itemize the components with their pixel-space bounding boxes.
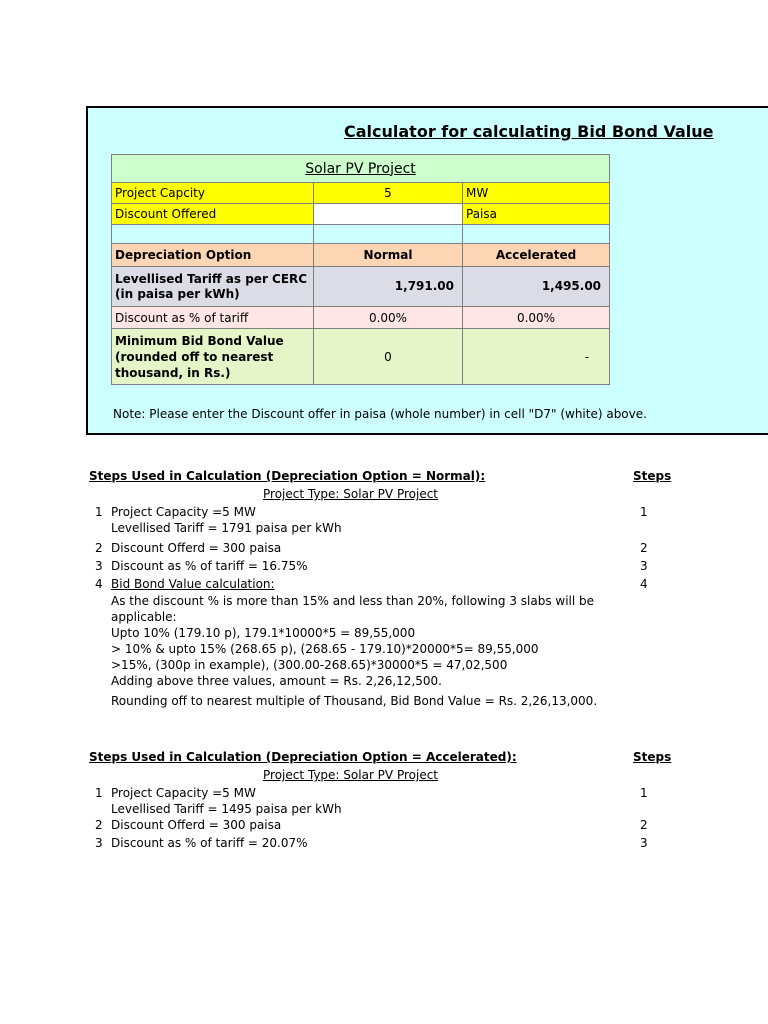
step-line: Discount Offerd = 300 paisa: [111, 818, 282, 832]
blank-row: [112, 225, 610, 244]
step-line: >15%, (300p in example), (300.00-268.65)*30000*5 = 47,02,500: [111, 658, 508, 672]
step-line: Discount Offerd = 300 paisa: [111, 541, 282, 555]
step-line: Project Capacity =5 MW: [111, 786, 256, 800]
step-number-right: 2: [640, 541, 648, 555]
project-header-cell[interactable]: [112, 155, 610, 183]
tariff-label-cell[interactable]: [112, 267, 314, 307]
step-line: Upto 10% (179.10 p), 179.1*10000*5 = 89,55,000: [111, 626, 416, 640]
steps-right-heading: Steps: [633, 750, 672, 764]
step-line: > 10% & upto 15% (268.65 p), (268.65 - 179.10)*20000*5= 89,55,000: [111, 642, 539, 656]
bond-label-line: Minimum Bid Bond Value: [115, 333, 284, 348]
step-number-right: 4: [640, 577, 648, 591]
blank-cell[interactable]: [112, 225, 314, 244]
discount-row: [112, 204, 610, 225]
step-number: 4: [95, 577, 103, 591]
step-number: 1: [95, 786, 103, 800]
discount-pct-label[interactable]: Discount as % of tariff: [112, 307, 314, 329]
step-number: 3: [95, 836, 103, 850]
bond-label-line: (rounded off to nearest: [115, 349, 274, 364]
calculator-table: [111, 154, 610, 385]
step-number: 1: [95, 505, 103, 519]
step-number: 2: [95, 541, 103, 555]
steps-accelerated-heading: Steps Used in Calculation (Depreciation Option = Accelerated):: [89, 750, 517, 764]
blank-cell[interactable]: [463, 225, 610, 244]
tariff-label-line: (in paisa per kWh): [115, 286, 240, 301]
capacity-label[interactable]: Project Capcity: [112, 183, 314, 204]
bond-row: [112, 329, 610, 385]
project-type-label: Project Type: Solar PV Project: [263, 487, 439, 501]
bond-accelerated[interactable]: -: [463, 329, 610, 385]
discount-unit[interactable]: Paisa: [463, 204, 610, 225]
calculator-panel: [86, 106, 768, 435]
step-line-underlined: Bid Bond Value calculation:: [111, 577, 275, 591]
step-line: As the discount % is more than 15% and less than 20%, following 3 slabs will be: [111, 594, 595, 608]
step-line: Levellised Tariff = 1791 paisa per kWh: [111, 521, 342, 535]
step-number-right: 1: [640, 786, 648, 800]
discount-pct-row: [112, 307, 610, 329]
steps-accelerated-section: [0, 750, 768, 860]
capacity-row: [112, 183, 610, 204]
project-header-row: [112, 155, 610, 183]
discount-input-cell[interactable]: [314, 204, 463, 225]
normal-header[interactable]: Normal: [314, 244, 463, 267]
step-number-right: 1: [640, 505, 648, 519]
steps-normal-heading: Steps Used in Calculation (Depreciation Option = Normal):: [89, 469, 486, 483]
step-line: Project Capacity =5 MW: [111, 505, 256, 519]
steps-right-heading: Steps: [633, 469, 672, 483]
tariff-label-line: Levellised Tariff as per CERC: [115, 271, 308, 286]
step-line: Discount as % of tariff = 16.75%: [111, 559, 308, 573]
tariff-accelerated[interactable]: 1,495.00: [463, 267, 610, 307]
project-type-label: Project Type: Solar PV Project: [263, 768, 439, 782]
calculator-note: Note: Please enter the Discount offer in paisa (whole number) in cell "D7" (white) above.: [113, 407, 647, 421]
depreciation-label[interactable]: Depreciation Option: [112, 244, 314, 267]
step-line: Discount as % of tariff = 20.07%: [111, 836, 308, 850]
steps-normal-section: [0, 469, 768, 719]
step-number-right: 3: [640, 836, 648, 850]
tariff-row: [112, 267, 610, 307]
bond-normal[interactable]: 0: [314, 329, 463, 385]
blank-cell[interactable]: [314, 225, 463, 244]
bond-label-line: thousand, in Rs.): [115, 365, 231, 380]
calculator-title: Calculator for calculating Bid Bond Value: [344, 122, 714, 141]
discount-pct-accelerated[interactable]: 0.00%: [463, 307, 610, 329]
step-number-right: 3: [640, 559, 648, 573]
step-number: 3: [95, 559, 103, 573]
step-line: Levellised Tariff = 1495 paisa per kWh: [111, 802, 342, 816]
tariff-normal[interactable]: 1,791.00: [314, 267, 463, 307]
discount-pct-normal[interactable]: 0.00%: [314, 307, 463, 329]
capacity-value[interactable]: 5: [314, 183, 463, 204]
step-number: 2: [95, 818, 103, 832]
discount-label[interactable]: Discount Offered: [112, 204, 314, 225]
bond-label-cell[interactable]: [112, 329, 314, 385]
step-line: Rounding off to nearest multiple of Thousand, Bid Bond Value = Rs. 2,26,13,000.: [111, 694, 598, 708]
capacity-unit[interactable]: MW: [463, 183, 610, 204]
depreciation-row: [112, 244, 610, 267]
step-line: applicable:: [111, 610, 177, 624]
step-line: Adding above three values, amount = Rs. 2,26,12,500.: [111, 674, 442, 688]
step-number-right: 2: [640, 818, 648, 832]
project-header: Solar PV Project: [305, 160, 416, 177]
accelerated-header[interactable]: Accelerated: [463, 244, 610, 267]
